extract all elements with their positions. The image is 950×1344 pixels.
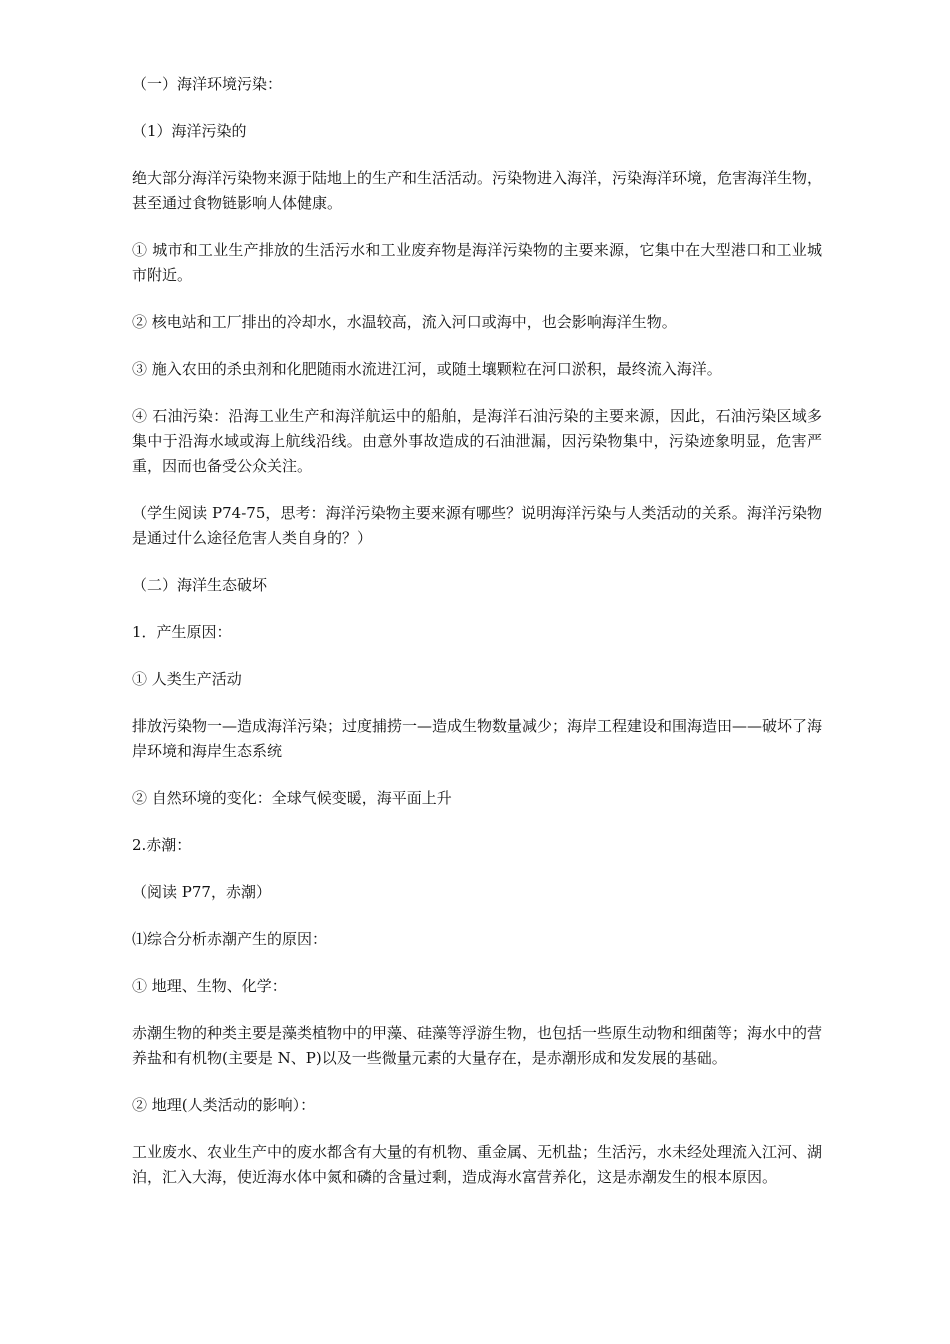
list-item: ① 人类生产活动 (132, 670, 242, 688)
list-item: ① 地理、生物、化学： (132, 977, 287, 995)
body-paragraph: 赤潮生物的种类主要是藻类植物中的甲藻、硅藻等浮游生物，也包括一些原生动物和细菌等；海水中的营养盐和有机物(主要是 N、P)以及一些微量元素的大量存在，是赤潮形成和发发展的基础。 (132, 1024, 823, 1067)
body-paragraph: 绝大部分海洋污染物来源于陆地上的生产和生活活动。污染物进入海洋，污染海洋环境，危害海洋生物，甚至通过食物链影响人体健康。 (132, 169, 823, 212)
subsection-heading: 1．产生原因： (132, 623, 232, 641)
list-item: ② 核电站和工厂排出的冷却水，水温较高，流入河口或海中，也会影响海洋生物。 (132, 313, 677, 331)
section-heading-ecology: （二）海洋生态破坏 (132, 576, 268, 594)
reading-note: （学生阅读 P74-75，思考：海洋污染物主要来源有哪些？说明海洋污染与人类活动的关系。海洋污染物是通过什么途径危害人类自身的？） (132, 504, 822, 547)
list-item: ② 地理(人类活动的影响）： (132, 1096, 316, 1114)
list-item: ① 城市和工业生产排放的生活污水和工业废弃物是海洋污染物的主要来源，它集中在大型港口和工业城市附近。 (132, 241, 822, 284)
subsection-heading: 2.赤潮： (132, 836, 192, 854)
section-heading-marine-pollution: （一）海洋环境污染： (132, 75, 283, 93)
subsection-heading: （1）海洋污染的 (132, 122, 247, 140)
list-item: ② 自然环境的变化：全球气候变暖，海平面上升 (132, 789, 452, 807)
list-item: ③ 施入农田的杀虫剂和化肥随雨水流进江河，或随土壤颗粒在河口淤积，最终流入海洋。 (132, 360, 722, 378)
subsection-heading: ⑴综合分析赤潮产生的原因： (132, 930, 328, 948)
body-paragraph: 排放污染物一—造成海洋污染；过度捕捞一—造成生物数量减少；海岸工程建设和围海造田——破坏了海岸环境和海岸生态系统 (132, 717, 823, 760)
reading-note: （阅读 P77，赤潮） (132, 883, 271, 901)
list-item: ④ 石油污染：沿海工业生产和海洋航运中的船舶，是海洋石油污染的主要来源，因此，石油污染区域多集中于沿海水域或海上航线沿线。由意外事故造成的石油泄漏，因污染物集中，污染迹象明显，危害严重，因而也备受公众关注。 (132, 407, 822, 475)
body-paragraph: 工业废水、农业生产中的废水都含有大量的有机物、重金属、无机盐；生活污，水未经处理流入江河、湖泊，汇入大海，使近海水体中氮和磷的含量过剩，造成海水富营养化，这是赤潮发生的根本原因。 (132, 1143, 823, 1186)
document-body (132, 72, 822, 1212)
